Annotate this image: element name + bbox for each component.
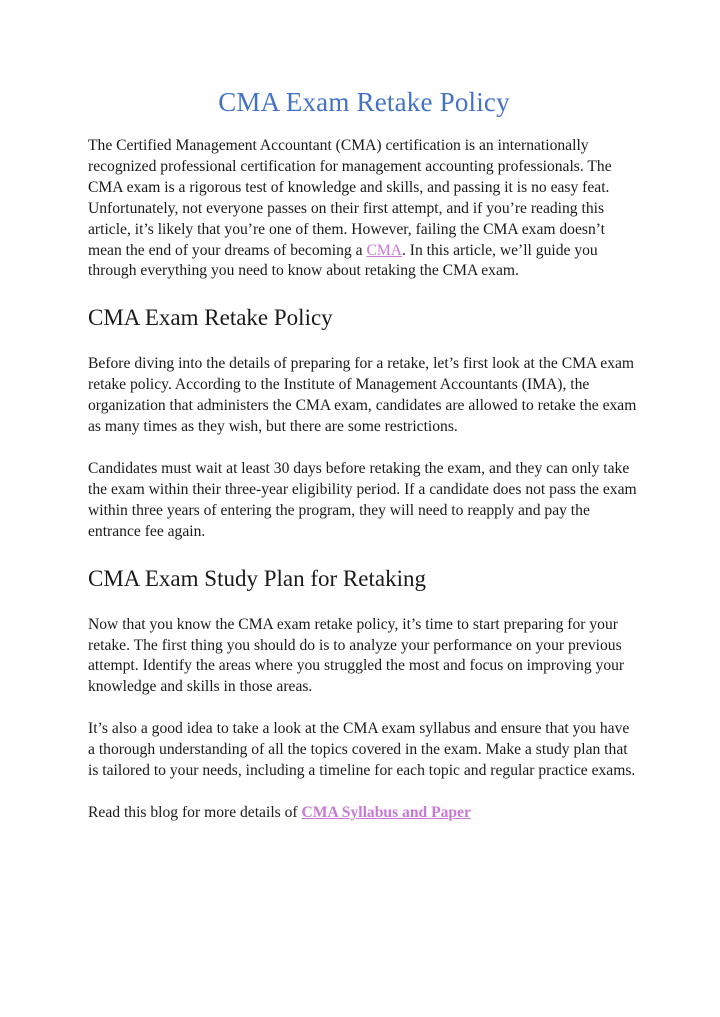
section-heading-retake-policy: CMA Exam Retake Policy — [88, 305, 333, 331]
intro-paragraph — [88, 136, 640, 282]
cma-link[interactable]: CMA — [366, 241, 402, 259]
intro-text-before: The Certified Management Accountant (CMA) certification is an internationally recognized professional certification for management accounting professionals. The CMA exam is a rigorous test of knowledge and skills, and passing it is no easy feat. Unfortunately, not everyone passes on their first attempt, and if you’re reading this article, it’s likely that you’re one of them. However, failing the CMA exam doesn’t mean the end of your dreams of becoming a — [88, 137, 612, 259]
read-more-prefix: Read this blog for more details of — [88, 803, 302, 821]
retake-policy-paragraph-2: Candidates must wait at least 30 days before retaking the exam, and they can only take the exam within their three-year eligibility period. If a candidate does not pass the exam within three years of entering the program, they will need to reapply and pay the entrance fee again. — [88, 459, 637, 540]
retake-policy-paragraph-1: Before diving into the details of preparing for a retake, let’s first look at the CMA exam retake policy. According to the Institute of Management Accountants (IMA), the organization that administers the CMA exam, candidates are allowed to retake the exam as many times as they wish, but there are some restrictions. — [88, 355, 637, 436]
document-title: CMA Exam Retake Policy — [218, 87, 510, 117]
section-heading-study-plan: CMA Exam Study Plan for Retaking — [88, 565, 426, 591]
cma-syllabus-link[interactable]: CMA Syllabus and Paper — [301, 803, 471, 821]
document-page — [88, 0, 640, 824]
intro-text-after: . In this article, we’ll guide you through everything you need to know about retaking the CMA exam. — [88, 241, 598, 280]
study-plan-paragraph-2: It’s also a good idea to take a look at the CMA exam syllabus and ensure that you have a thorough understanding of all the topics covered in the exam. Make a study plan that is tailored to your needs, including a timeline for each topic and regular practice exams. — [88, 720, 636, 780]
read-more-paragraph — [88, 803, 640, 824]
study-plan-paragraph-1: Now that you know the CMA exam retake policy, it’s time to start preparing for your retake. The first thing you should do is to analyze your performance on your previous attempt. Identify the areas where you struggled the most and focus on improving your knowledge and skills in those areas. — [88, 615, 625, 696]
